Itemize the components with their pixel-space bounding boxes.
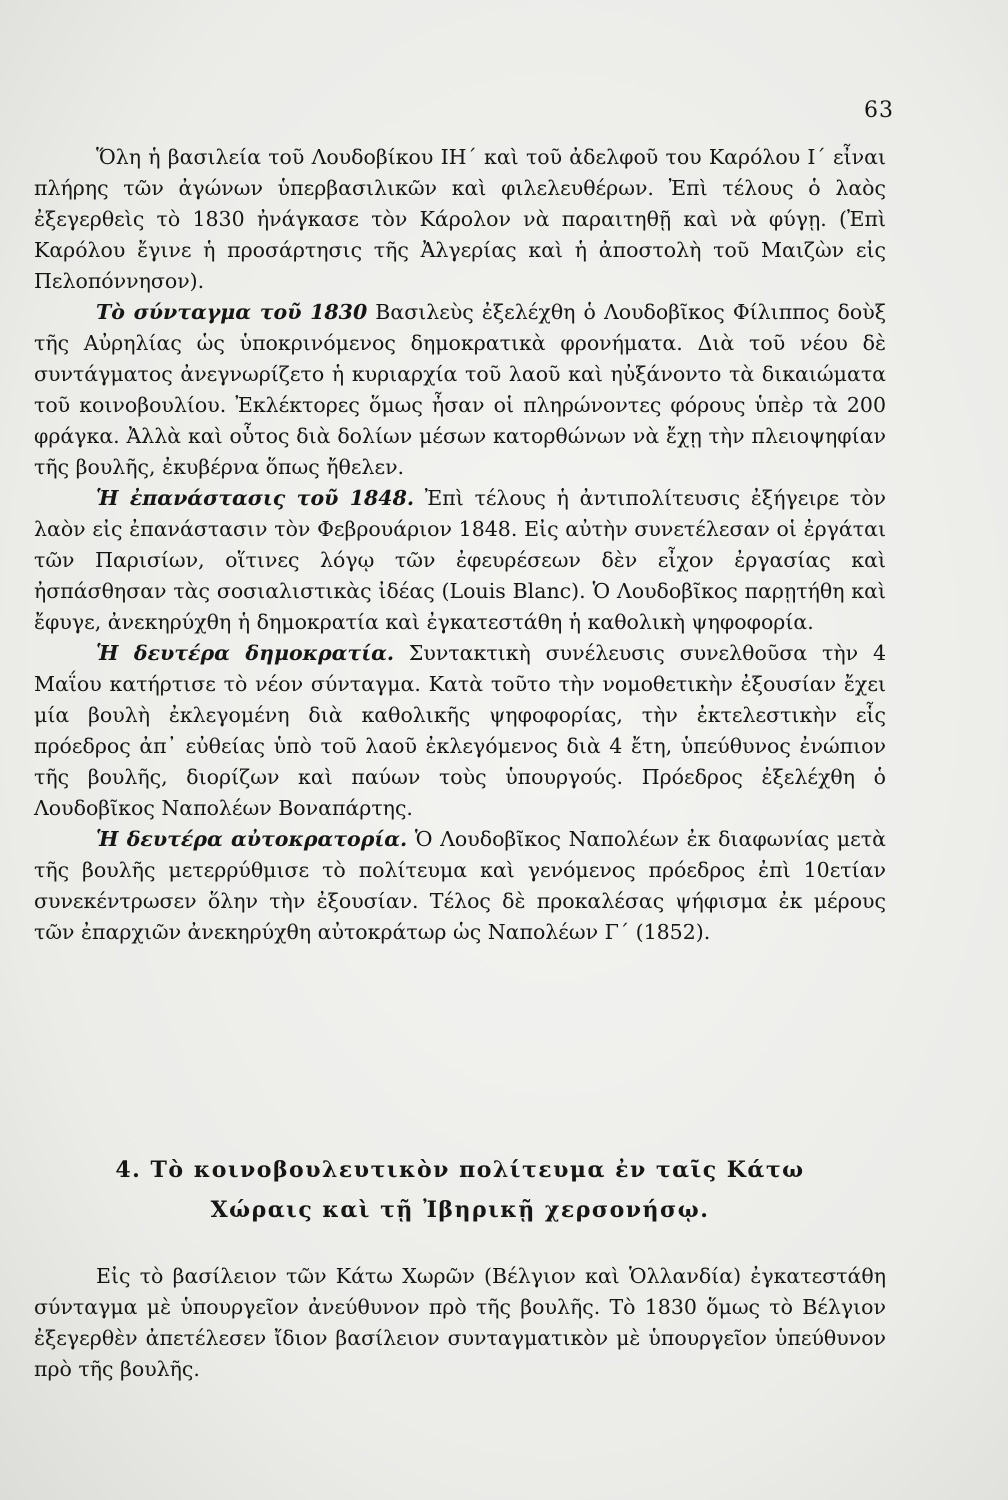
paragraph-heading: Ἡ δευτέρα δημοκρατία. [96, 641, 395, 665]
paragraph-text: Συντακτικὴ συνέλευσις συνελθοῦσα τὴν 4 Μαΐου κατήρτισε τὸ νέον σύνταγμα. Κατὰ τοῦτο τὴν νομοθετικὴν ἐξουσίαν ἔχει μία βουλὴ ἐκλεγομένη διὰ καθολικῆς ψηφοφορίας, τὴν ἐκτελεστικὴν εἷς πρόεδρος ἀπ᾿ εὐθείας ὑπὸ τοῦ λαοῦ ἐκλεγόμενος διὰ 4 ἔτη, ὑπεύθυνος ἐνώπιον τῆς βουλῆς, διορίζων καὶ παύων τοὺς ὑπουργούς. Πρόεδρος ἐξελέχθη ὁ Λουδοβῖκος Ναπολέων Βοναπάρτης. [34, 641, 886, 820]
paragraph-revolution-1848 [34, 483, 886, 638]
section-heading-line: 4. Τὸ κοινοβουλευτικὸν πολίτευμα ἐν ταῖς Κάτω [115, 1157, 805, 1183]
paragraph-text: Ὁ Λουδοβῖκος Ναπολέων ἐκ διαφωνίας μετὰ τῆς βουλῆς μετερρύθμισε τὸ πολίτευμα καὶ γενόμενος πρόεδρος ἐπὶ 10ετίαν συνεκέντρωσεν ὅλην τὴν ἐξουσίαν. Τέλος δὲ προκαλέσας ψήφισμα ἐκ μέρους τῶν ἐπαρχιῶν ἀνεκηρύχθη αὐτοκράτωρ ὡς Ναπολέων Γ΄ (1852). [34, 827, 886, 944]
page-number: 63 [864, 98, 894, 123]
paragraph-heading: Τὸ σύνταγμα τοῦ 1830 [96, 300, 368, 324]
paragraph-constitution-1830 [34, 297, 886, 483]
paragraph-second-republic [34, 638, 886, 824]
paragraph-text: Βασιλεὺς ἐξελέχθη ὁ Λουδοβῖκος Φίλιππος δοὺξ τῆς Αὐρηλίας ὡς ὑποκρινόμενος δημοκρατικὰ φρονήματα. Διὰ τοῦ νέου δὲ συντάγματος ἀνεγνωρίζετο ἡ κυριαρχία τοῦ λαοῦ καὶ ηὐξάνοντο τὰ δικαιώματα τοῦ κοινοβουλίου. Ἐκλέκτορες ὅμως ἦσαν οἱ πληρώνοντες φόρους ὑπὲρ τὰ 200 φράγκα. Ἀλλὰ καὶ οὗτος διὰ δολίων μέσων κατορθώνων νὰ ἔχῃ τὴν πλειοψηφίαν τῆς βουλῆς, ἐκυβέρνα ὅπως ἤθελεν. [34, 300, 886, 479]
body-text [34, 142, 886, 948]
paragraph-text: Ἐπὶ τέλους ἡ ἀντιπολίτευσις ἐξήγειρε τὸν λαὸν εἰς ἐπανάστασιν τὸν Φεβρουάριον 1848. Εἰς αὐτὴν συνετέλεσαν οἱ ἐργάται τῶν Παρισίων, οἵτινες λόγῳ τῶν ἐφευρέσεων δὲν εἶχον ἐργασίας καὶ ἠσπάσθησαν τὰς σοσιαλιστικὰς ἰδέας (Louis Blanc). Ὁ Λουδοβῖκος παρῃτήθη καὶ ἔφυγε, ἀνεκηρύχθη ἡ δημοκρατία καὶ ἐγκατεστάθη ἡ καθολικὴ ψηφοφορία. [34, 486, 886, 634]
section-heading-line: Χώραις καὶ τῇ Ἰβηρικῇ χερσονήσῳ. [210, 1197, 710, 1223]
paragraph-heading: Ἡ ἐπανάστασις τοῦ 1848. [96, 486, 414, 510]
paragraph-second-empire [34, 824, 886, 948]
paragraph-intro [34, 142, 886, 297]
paragraph-text: Ὅλη ἡ βασιλεία τοῦ Λουδοβίκου ΙΗ΄ καὶ τοῦ ἀδελφοῦ του Καρόλου Ι΄ εἶναι πλήρης τῶν ἀγώνων ὑπερβασιλικῶν καὶ φιλελευθέρων. Ἐπὶ τέλους ὁ λαὸς ἐξεγερθεὶς τὸ 1830 ἠνάγκασε τὸν Κάρολον νὰ παραιτηθῇ καὶ νὰ φύγῃ. (Ἐπὶ Καρόλου ἔγινε ἡ προσάρτησις τῆς Ἀλγερίας καὶ ἡ ἀποστολὴ τοῦ Μαιζὼν εἰς Πελοπόννησον). [34, 145, 886, 293]
paragraph-heading: Ἡ δευτέρα αὐτοκρατορία. [96, 827, 408, 851]
paragraph-low-countries: Εἰς τὸ βασίλειον τῶν Κάτω Χωρῶν (Βέλγιον καὶ Ὁλλανδία) ἐγκατεστάθη σύνταγμα μὲ ὑπουργεῖον ἀνεύθυνον πρὸ τῆς βουλῆς. Τὸ 1830 ὅμως τὸ Βέλγιον ἐξεγερθὲν ἀπετέλεσεν ἴδιον βασίλειον συνταγματικὸν μὲ ὑπουργεῖον ὑπεύθυνον πρὸ τῆς βουλῆς. [34, 1263, 886, 1381]
section-heading [34, 1150, 886, 1230]
